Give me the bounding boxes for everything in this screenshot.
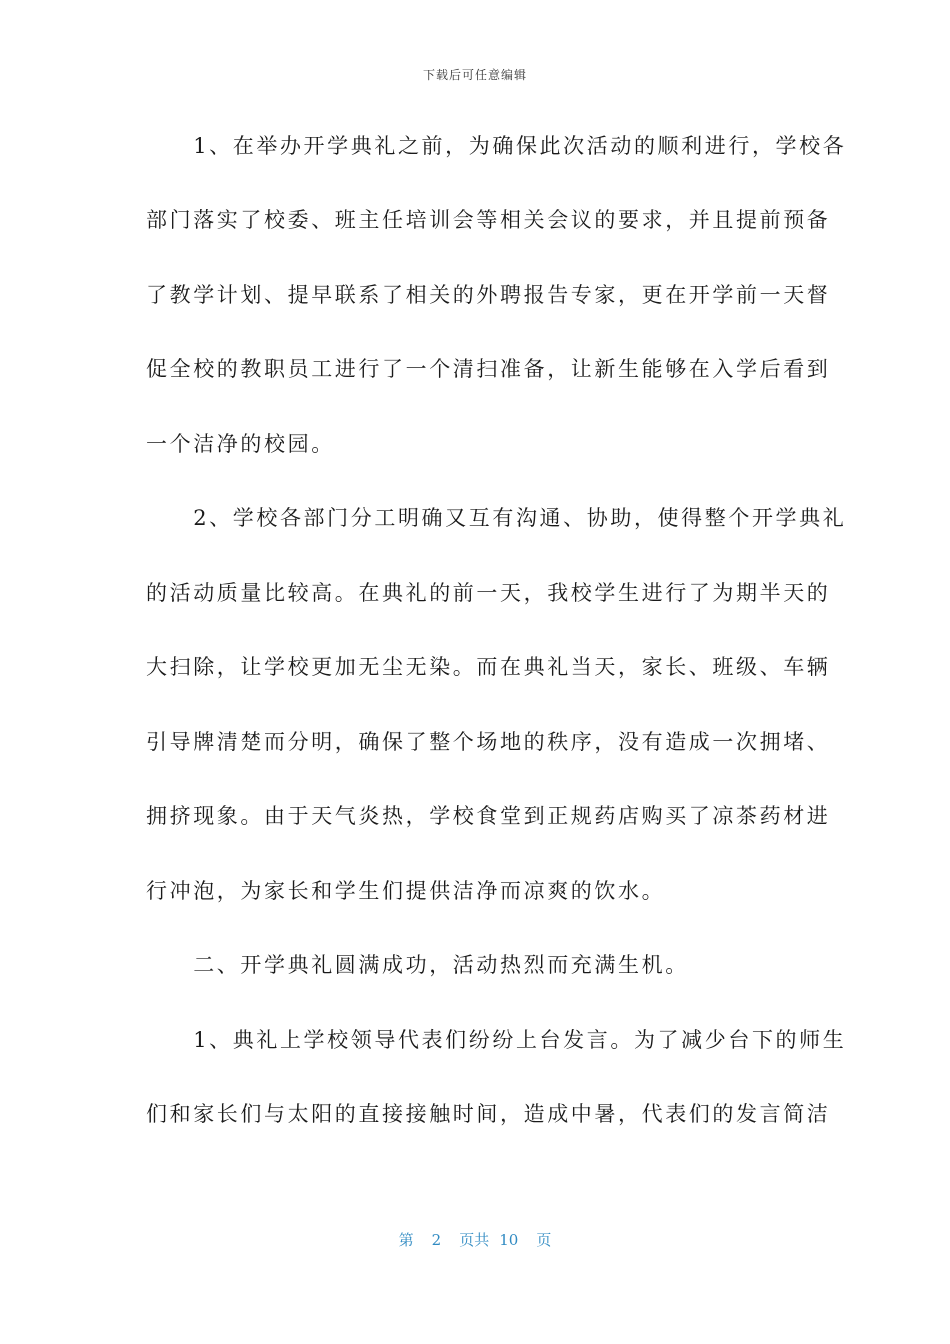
body-line: 部门落实了校委、班主任培训会等相关会议的要求，并且提前预备 [146,208,831,232]
body-line: 引导牌清楚而分明，确保了整个场地的秩序，没有造成一次拥堵、 [146,730,831,754]
body-line: 行冲泡，为家长和学生们提供洁净而凉爽的饮水。 [146,879,666,903]
body-line: 2、学校各部门分工明确又互有沟通、协助，使得整个开学典礼 [146,506,847,530]
footer-middle: 页共 [459,1231,490,1249]
footer-suffix: 页 [536,1231,552,1249]
page-footer [0,1229,950,1250]
body-line: 促全校的教职员工进行了一个清扫准备，让新生能够在入学后看到 [146,357,831,381]
body-line: 拥挤现象。由于天气炎热，学校食堂到正规药店购买了凉茶药材进 [146,804,831,828]
body-line: 1、在举办开学典礼之前，为确保此次活动的顺利进行，学校各 [146,134,847,158]
body-line: 二、开学典礼圆满成功，活动热烈而充满生机。 [146,953,689,977]
body-line: 的活动质量比较高。在典礼的前一天，我校学生进行了为期半天的 [146,581,831,605]
body-line: 大扫除，让学校更加无尘无染。而在典礼当天，家长、班级、车辆 [146,655,831,679]
body-line: 一个洁净的校园。 [146,432,335,456]
page-header-note: 下载后可任意编辑 [422,68,527,82]
footer-current-page: 2 [431,1231,442,1249]
body-line: 了教学计划、提早联系了相关的外聘报告专家，更在开学前一天督 [146,283,831,307]
body-line: 1、典礼上学校领导代表们纷纷上台发言。为了减少台下的师生 [146,1028,847,1052]
footer-prefix: 第 [398,1231,414,1249]
body-line: 们和家长们与太阳的直接接触时间，造成中暑，代表们的发言简洁 [146,1102,831,1126]
footer-total-pages: 10 [499,1231,519,1249]
